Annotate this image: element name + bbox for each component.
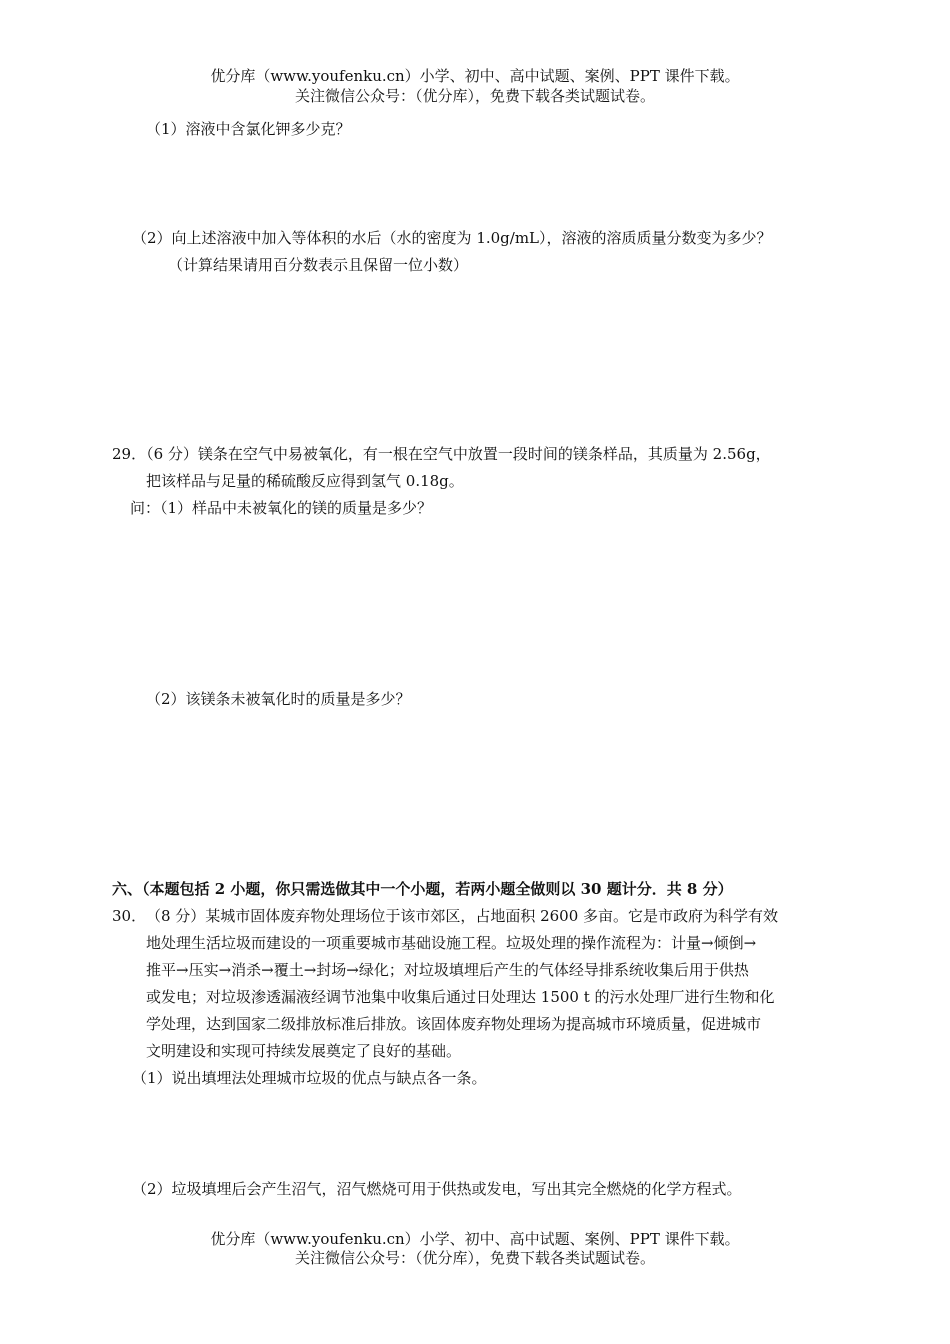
q30-part1: （1）说出填埋法处理城市垃圾的优点与缺点各一条。	[132, 1069, 487, 1087]
q30-number: 30．	[112, 907, 147, 925]
q28-part1: （1）溶液中含氯化钾多少克？	[146, 120, 351, 138]
q28-part2-line2: （计算结果请用百分数表示且保留一位小数）	[168, 256, 469, 274]
q30-part2: （2）垃圾填埋后会产生沼气，沼气燃烧可用于供热或发电，写出其完全燃烧的化学方程式。	[132, 1180, 742, 1198]
q30-body-line1: （8 分）某城市固体废弃物处理场位于该市郊区，占地面积 2600 多亩。它是市政府为科学有效	[146, 907, 779, 925]
q29-part1: 问：（1）样品中未被氧化的镁的质量是多少？	[130, 499, 433, 517]
q30-body-line2: 地处理生活垃圾而建设的一项重要城市基础设施工程。垃圾处理的操作流程为：计量→倾倒→	[146, 934, 757, 952]
q30-body-line4: 或发电；对垃圾渗透漏液经调节池集中收集后通过日处理达 1500 t 的污水处理厂进行生物和化	[146, 988, 775, 1006]
q28-part2-line1: （2）向上述溶液中加入等体积的水后（水的密度为 1.0g/mL），溶液的溶质质量分数变为多少？	[132, 229, 772, 247]
q29-stem-line2: 把该样品与足量的稀硫酸反应得到氢气 0.18g。	[146, 472, 464, 490]
q29-part2: （2）该镁条未被氧化时的质量是多少？	[146, 690, 411, 708]
section-6-heading: 六、（本题包括 2 小题，你只需选做其中一个小题，若两小题全做则以 30 题计分．共 8 分）	[112, 880, 733, 898]
q29-stem-line1: 29．（6 分）镁条在空气中易被氧化，有一根在空气中放置一段时间的镁条样品，其质量为 2.56g，	[112, 445, 771, 463]
header-line-2: 关注微信公众号：（优分库），免费下载各类试题试卷。	[294, 87, 655, 105]
q30-body-line5: 学处理，达到国家二级排放标准后排放。该固体废弃物处理场为提高城市环境质量，促进城市	[146, 1015, 762, 1033]
header-line-1: 优分库（www.youfenku.cn）小学、初中、高中试题、案例、PPT 课件下载。	[210, 67, 740, 85]
footer-line-2: 关注微信公众号：（优分库），免费下载各类试题试卷。	[294, 1249, 655, 1267]
q30-body-line6: 文明建设和实现可持续发展奠定了良好的基础。	[146, 1042, 462, 1060]
q30-body-line3: 推平→压实→消杀→覆土→封场→绿化；对垃圾填埋后产生的气体经导排系统收集后用于供热	[146, 961, 749, 979]
footer-line-1: 优分库（www.youfenku.cn）小学、初中、高中试题、案例、PPT 课件下载。	[210, 1230, 740, 1248]
